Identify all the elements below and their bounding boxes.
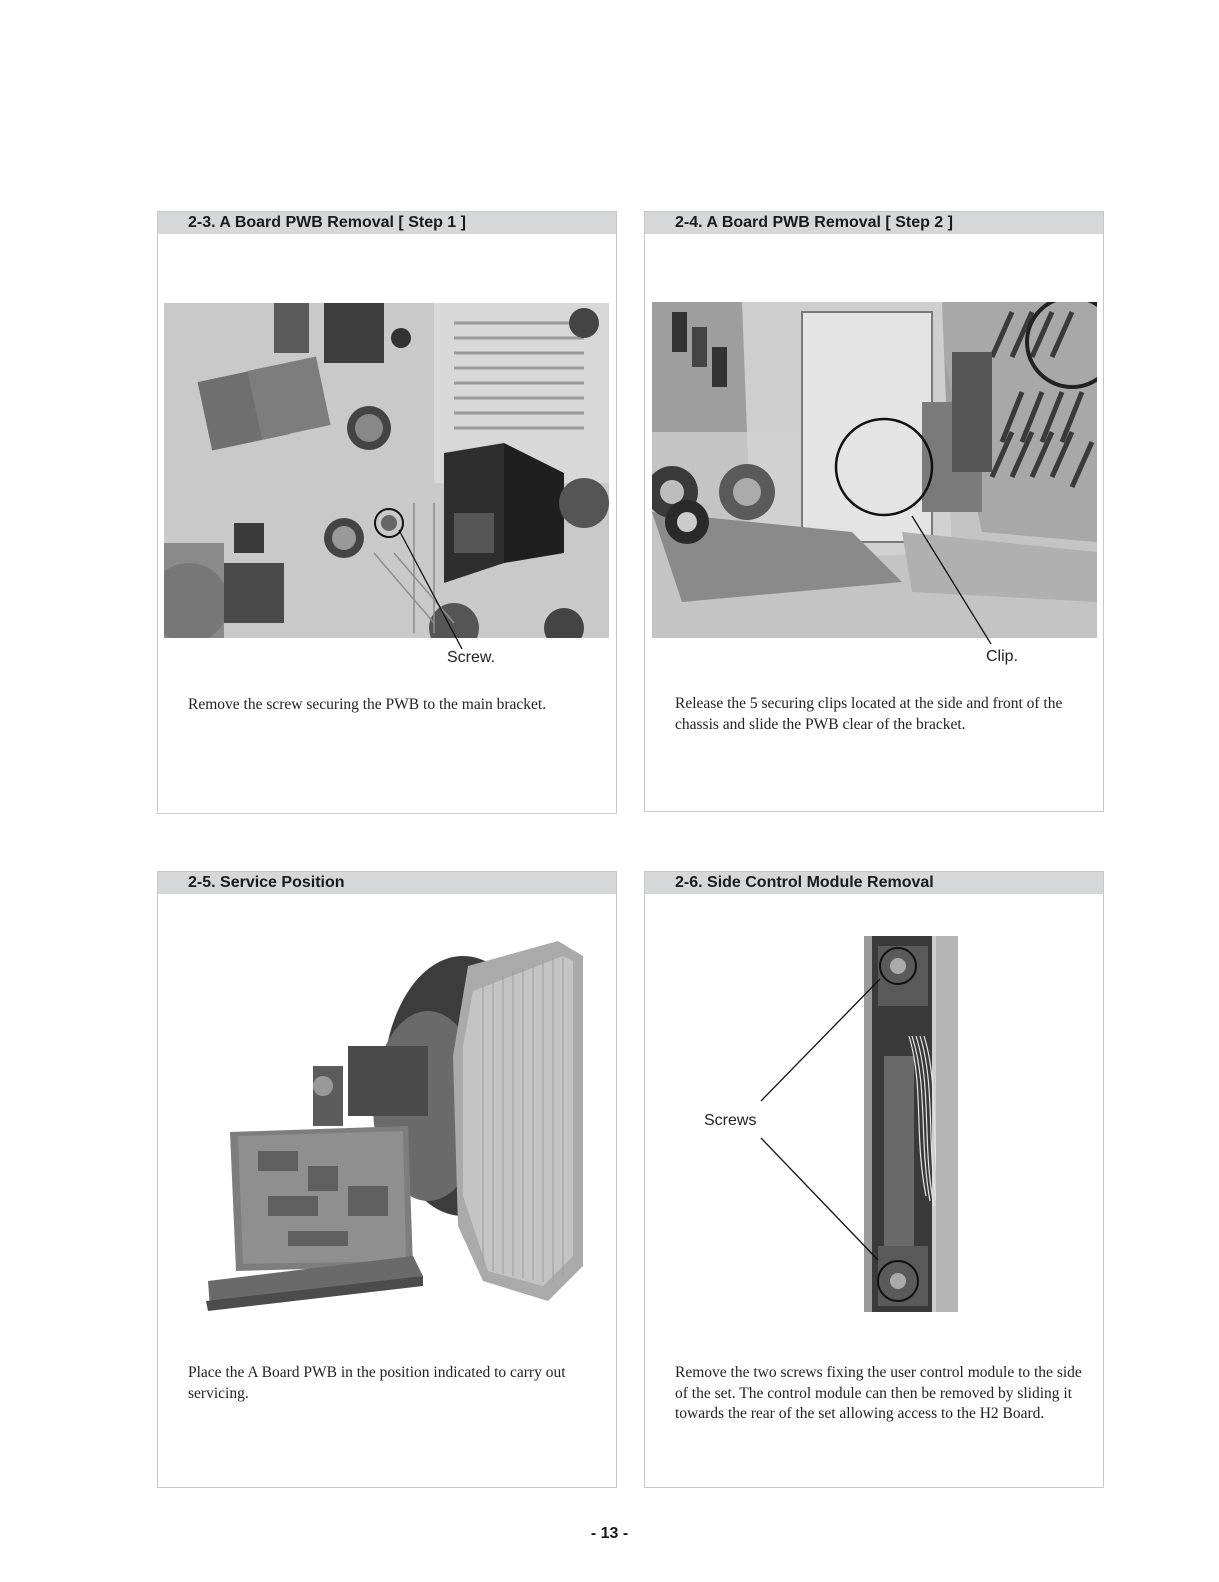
pwb-screw-photo	[164, 303, 609, 638]
section-header	[645, 872, 1103, 894]
section-title: 2-3. A Board PWB Removal [ Step 1 ]	[188, 214, 466, 231]
clip-callout: Clip.	[986, 648, 1019, 665]
section-header	[158, 872, 616, 894]
pwb-clip-photo	[652, 302, 1097, 638]
section-text: Remove the screw securing the PWB to the main bracket.	[188, 696, 547, 713]
screws-callout: Screws	[704, 1112, 757, 1129]
section-text: Place the A Board PWB in the position indicated to carry out servicing.	[188, 1364, 566, 1402]
section-header	[158, 212, 616, 234]
screw-callout: Screw.	[447, 649, 496, 666]
service-position-photo	[198, 936, 588, 1316]
section-text: Release the 5 securing clips located at the side and front of the chassis and slide the PWB clear of the bracket.	[675, 695, 1063, 733]
section-title: 2-4. A Board PWB Removal [ Step 2 ]	[675, 214, 953, 231]
side-control-photo	[864, 936, 958, 1312]
section-text: Remove the two screws fixing the user control module to the side of the set. The control module can then be removed by sliding it towards the rear of the set allowing access to the H2 Board.	[675, 1364, 1082, 1422]
section-header	[645, 212, 1103, 234]
section-title: 2-5. Service Position	[188, 874, 345, 891]
page-number: - 13 -	[590, 1525, 629, 1542]
section-title: 2-6. Side Control Module Removal	[675, 874, 934, 891]
